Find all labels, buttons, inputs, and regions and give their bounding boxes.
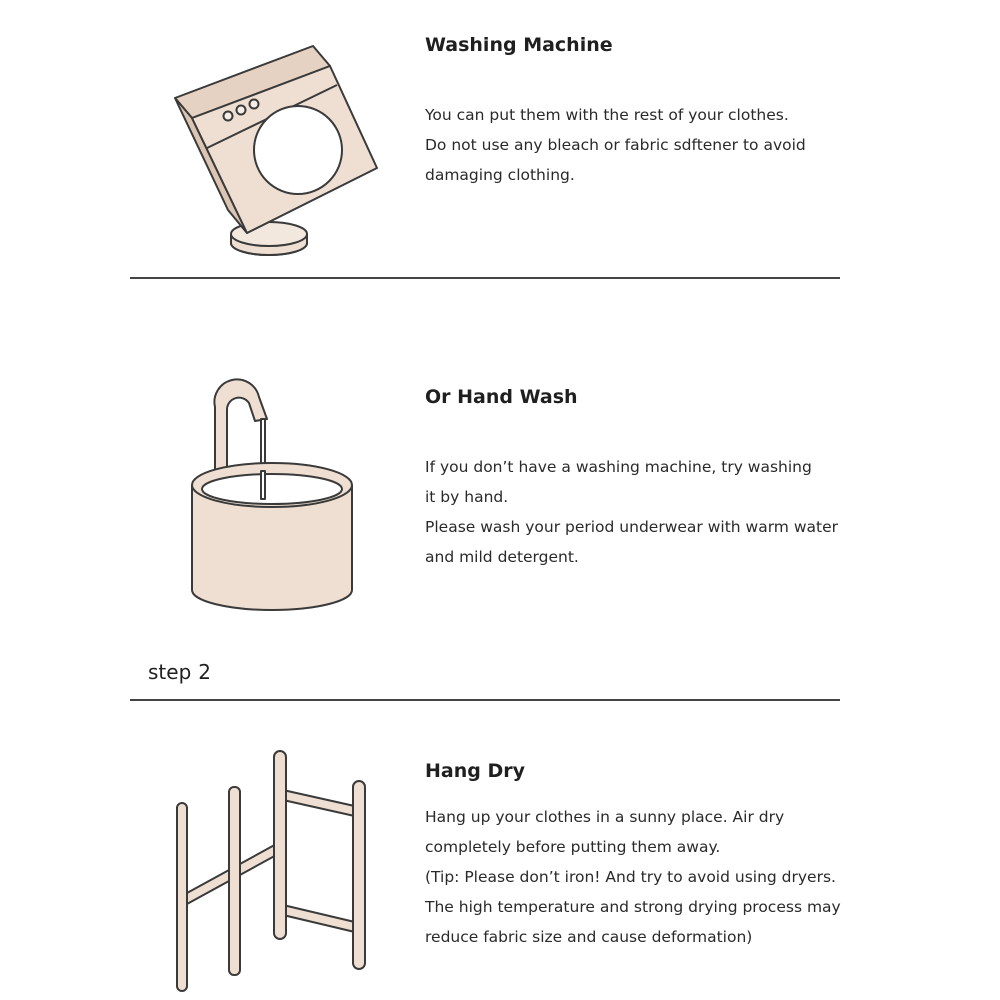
section-divider [130, 277, 840, 279]
step-word: step [148, 660, 192, 684]
text-line: and mild detergent. [425, 548, 579, 566]
text-line: Please wash your period underwear with warm water [425, 518, 838, 536]
step-label [148, 660, 211, 684]
text-line: The high temperature and strong drying process may [425, 898, 841, 916]
text-line: damaging clothing. [425, 166, 575, 184]
section-text-hang-dry [425, 802, 841, 952]
section-text-hand-wash [425, 452, 838, 572]
text-line: You can put them with the rest of your clothes. [425, 106, 789, 124]
section-title-hang-dry: Hang Dry [425, 760, 525, 782]
drying-rack-icon [165, 745, 380, 995]
washing-machine-icon [165, 38, 390, 263]
text-line: Hang up your clothes in a sunny place. Air dry [425, 808, 785, 826]
text-line: If you don’t have a washing machine, try washing [425, 458, 812, 476]
text-line: Do not use any bleach or fabric sdftener to avoid [425, 136, 806, 154]
section-title-washing-machine: Washing Machine [425, 34, 613, 56]
section-divider [130, 699, 840, 701]
text-line: completely before putting them away. [425, 838, 721, 856]
text-line: it by hand. [425, 488, 509, 506]
section-title-hand-wash: Or Hand Wash [425, 386, 578, 408]
step-number: 2 [198, 660, 211, 684]
basin-tap-icon [185, 375, 360, 620]
text-line: (Tip: Please don’t iron! And try to avoid using dryers. [425, 868, 836, 886]
section-text-washing-machine [425, 100, 806, 190]
text-line: reduce fabric size and cause deformation) [425, 928, 753, 946]
